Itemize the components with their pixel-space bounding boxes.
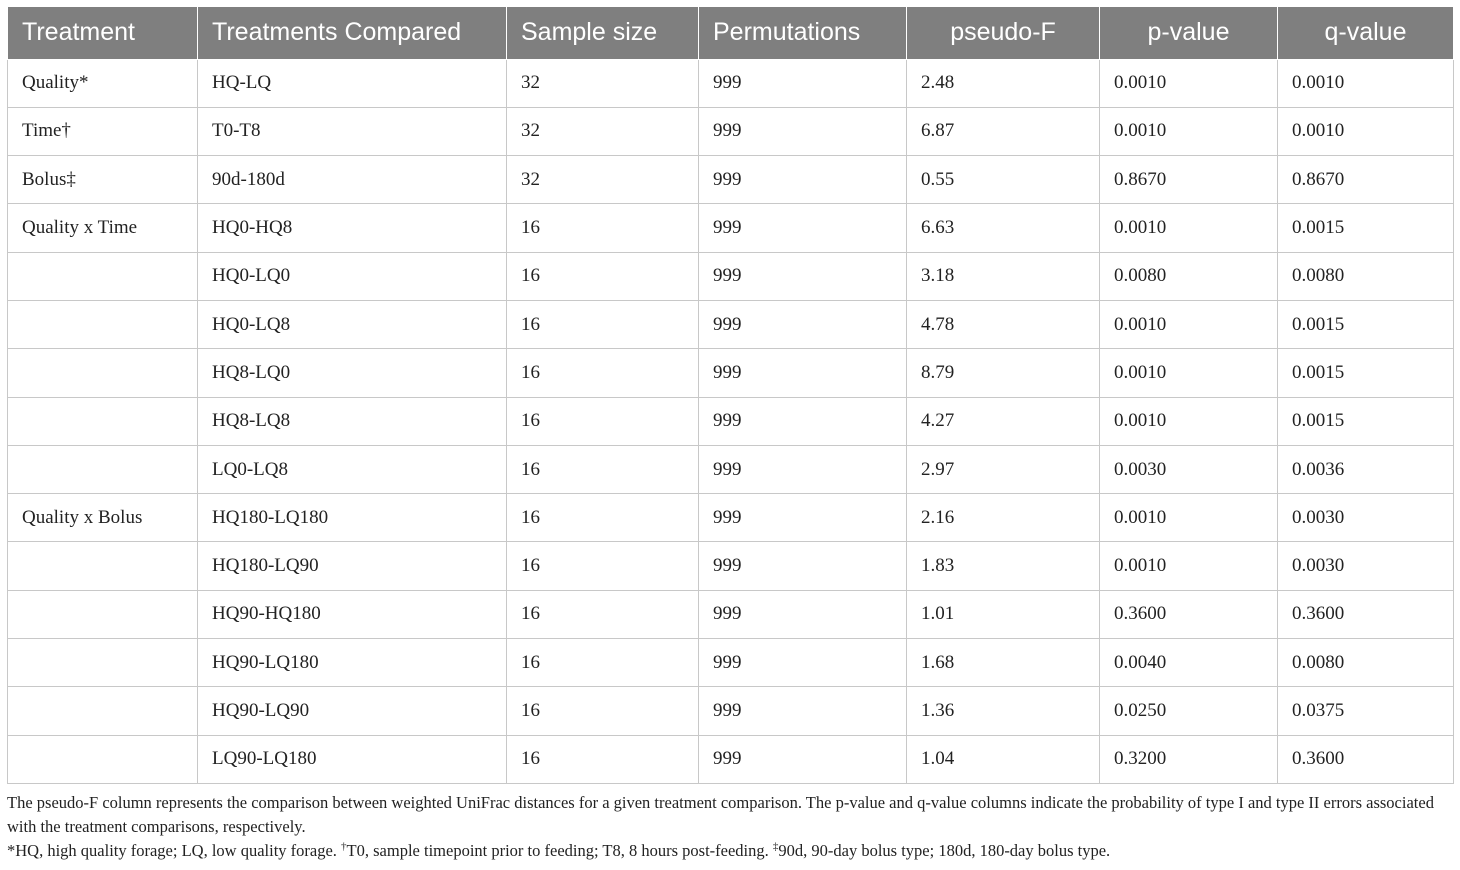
cell-p-value: 0.0030 xyxy=(1100,445,1278,493)
cell-p-value: 0.0010 xyxy=(1100,494,1278,542)
cell-treatments-compared: 90d-180d xyxy=(198,156,507,204)
cell-sample-size: 16 xyxy=(507,590,699,638)
header-sample-size: Sample size xyxy=(507,7,699,59)
table-row xyxy=(8,59,1454,107)
cell-sample-size: 16 xyxy=(507,494,699,542)
table-row xyxy=(8,300,1454,348)
cell-treatments-compared: HQ0-LQ0 xyxy=(198,252,507,300)
cell-sample-size: 16 xyxy=(507,349,699,397)
cell-pseudo-f: 2.16 xyxy=(907,494,1100,542)
table-row xyxy=(8,204,1454,252)
results-table xyxy=(7,7,1454,784)
cell-pseudo-f: 6.63 xyxy=(907,204,1100,252)
cell-treatment xyxy=(8,300,198,348)
cell-treatment xyxy=(8,542,198,590)
cell-sample-size: 16 xyxy=(507,397,699,445)
cell-sample-size: 16 xyxy=(507,542,699,590)
note-main: The pseudo-F column represents the comparison between weighted UniFrac distances for a given treatment comparison. The p-value and q-value columns indicate the probability of type I and type II errors associated with the treatment comparisons, respectively. xyxy=(7,792,1434,836)
cell-pseudo-f: 1.68 xyxy=(907,639,1100,687)
cell-q-value: 0.3600 xyxy=(1278,735,1454,783)
cell-pseudo-f: 2.97 xyxy=(907,445,1100,493)
cell-permutations: 999 xyxy=(699,445,907,493)
table-body xyxy=(8,59,1454,783)
table-row xyxy=(8,687,1454,735)
cell-treatments-compared: HQ8-LQ8 xyxy=(198,397,507,445)
cell-p-value: 0.0010 xyxy=(1100,542,1278,590)
cell-q-value: 0.0015 xyxy=(1278,300,1454,348)
cell-q-value: 0.0030 xyxy=(1278,542,1454,590)
cell-permutations: 999 xyxy=(699,59,907,107)
cell-treatment xyxy=(8,397,198,445)
cell-pseudo-f: 4.27 xyxy=(907,397,1100,445)
header-treatments-compared: Treatments Compared xyxy=(198,7,507,59)
cell-q-value: 0.0036 xyxy=(1278,445,1454,493)
footnote-star: *HQ, high quality forage; LQ, low quality forage. xyxy=(7,840,337,860)
cell-q-value: 0.0030 xyxy=(1278,494,1454,542)
cell-sample-size: 32 xyxy=(507,107,699,155)
table-row xyxy=(8,252,1454,300)
cell-treatment: Quality* xyxy=(8,59,198,107)
cell-pseudo-f: 1.83 xyxy=(907,542,1100,590)
footnote-double-dagger: 90d, 90-day bolus type; 180d, 180-day bolus type. xyxy=(778,840,1111,860)
cell-sample-size: 32 xyxy=(507,59,699,107)
table-row xyxy=(8,542,1454,590)
cell-treatments-compared: T0-T8 xyxy=(198,107,507,155)
cell-p-value: 0.0010 xyxy=(1100,349,1278,397)
cell-sample-size: 16 xyxy=(507,300,699,348)
cell-treatments-compared: HQ-LQ xyxy=(198,59,507,107)
table-row xyxy=(8,494,1454,542)
table-row xyxy=(8,639,1454,687)
dagger-mark: † xyxy=(341,840,347,853)
footnote-dagger: T0, sample timepoint prior to feeding; T8, 8 hours post-feeding. xyxy=(346,840,769,860)
cell-permutations: 999 xyxy=(699,687,907,735)
cell-permutations: 999 xyxy=(699,735,907,783)
cell-treatment xyxy=(8,349,198,397)
cell-treatment: Quality x Bolus xyxy=(8,494,198,542)
cell-pseudo-f: 1.04 xyxy=(907,735,1100,783)
cell-permutations: 999 xyxy=(699,204,907,252)
cell-permutations: 999 xyxy=(699,349,907,397)
cell-p-value: 0.3600 xyxy=(1100,590,1278,638)
double-dagger-mark: ‡ xyxy=(772,840,779,853)
cell-sample-size: 32 xyxy=(507,156,699,204)
cell-p-value: 0.0010 xyxy=(1100,107,1278,155)
cell-p-value: 0.0040 xyxy=(1100,639,1278,687)
cell-treatments-compared: HQ0-HQ8 xyxy=(198,204,507,252)
cell-q-value: 0.0015 xyxy=(1278,204,1454,252)
cell-sample-size: 16 xyxy=(507,687,699,735)
cell-q-value: 0.3600 xyxy=(1278,590,1454,638)
header-p-value: p-value xyxy=(1100,7,1278,59)
cell-sample-size: 16 xyxy=(507,252,699,300)
cell-sample-size: 16 xyxy=(507,639,699,687)
cell-treatments-compared: HQ8-LQ0 xyxy=(198,349,507,397)
cell-q-value: 0.0015 xyxy=(1278,349,1454,397)
cell-permutations: 999 xyxy=(699,397,907,445)
cell-p-value: 0.0250 xyxy=(1100,687,1278,735)
cell-treatment: Time† xyxy=(8,107,198,155)
cell-q-value: 0.0080 xyxy=(1278,639,1454,687)
cell-treatment xyxy=(8,639,198,687)
header-treatment: Treatment xyxy=(8,7,198,59)
cell-pseudo-f: 2.48 xyxy=(907,59,1100,107)
cell-sample-size: 16 xyxy=(507,735,699,783)
cell-treatment xyxy=(8,687,198,735)
cell-permutations: 999 xyxy=(699,252,907,300)
cell-pseudo-f: 4.78 xyxy=(907,300,1100,348)
cell-pseudo-f: 1.36 xyxy=(907,687,1100,735)
table-row xyxy=(8,735,1454,783)
cell-permutations: 999 xyxy=(699,542,907,590)
cell-treatments-compared: HQ90-LQ90 xyxy=(198,687,507,735)
cell-p-value: 0.0010 xyxy=(1100,300,1278,348)
note-abbreviations xyxy=(7,839,1453,863)
cell-treatments-compared: HQ90-HQ180 xyxy=(198,590,507,638)
cell-p-value: 0.0010 xyxy=(1100,59,1278,107)
table-row xyxy=(8,156,1454,204)
cell-permutations: 999 xyxy=(699,107,907,155)
cell-q-value: 0.8670 xyxy=(1278,156,1454,204)
cell-treatments-compared: HQ180-LQ90 xyxy=(198,542,507,590)
cell-treatment xyxy=(8,445,198,493)
cell-treatments-compared: HQ0-LQ8 xyxy=(198,300,507,348)
cell-p-value: 0.8670 xyxy=(1100,156,1278,204)
cell-p-value: 0.3200 xyxy=(1100,735,1278,783)
table-row xyxy=(8,445,1454,493)
cell-pseudo-f: 3.18 xyxy=(907,252,1100,300)
cell-q-value: 0.0080 xyxy=(1278,252,1454,300)
table-notes xyxy=(7,791,1453,863)
header-q-value: q-value xyxy=(1278,7,1454,59)
cell-treatments-compared: LQ0-LQ8 xyxy=(198,445,507,493)
cell-treatment xyxy=(8,252,198,300)
cell-treatments-compared: LQ90-LQ180 xyxy=(198,735,507,783)
cell-permutations: 999 xyxy=(699,639,907,687)
cell-permutations: 999 xyxy=(699,590,907,638)
cell-q-value: 0.0015 xyxy=(1278,397,1454,445)
cell-treatment: Quality x Time xyxy=(8,204,198,252)
cell-permutations: 999 xyxy=(699,494,907,542)
cell-treatment xyxy=(8,590,198,638)
cell-permutations: 999 xyxy=(699,300,907,348)
cell-pseudo-f: 8.79 xyxy=(907,349,1100,397)
cell-permutations: 999 xyxy=(699,156,907,204)
cell-p-value: 0.0010 xyxy=(1100,204,1278,252)
table-row xyxy=(8,397,1454,445)
cell-sample-size: 16 xyxy=(507,445,699,493)
header-pseudo-f: pseudo-F xyxy=(907,7,1100,59)
cell-pseudo-f: 1.01 xyxy=(907,590,1100,638)
cell-p-value: 0.0080 xyxy=(1100,252,1278,300)
header-permutations: Permutations xyxy=(699,7,907,59)
cell-treatments-compared: HQ180-LQ180 xyxy=(198,494,507,542)
cell-q-value: 0.0010 xyxy=(1278,59,1454,107)
table-row xyxy=(8,107,1454,155)
cell-q-value: 0.0375 xyxy=(1278,687,1454,735)
cell-treatment xyxy=(8,735,198,783)
cell-pseudo-f: 0.55 xyxy=(907,156,1100,204)
cell-q-value: 0.0010 xyxy=(1278,107,1454,155)
table-row xyxy=(8,349,1454,397)
cell-p-value: 0.0010 xyxy=(1100,397,1278,445)
cell-pseudo-f: 6.87 xyxy=(907,107,1100,155)
cell-treatments-compared: HQ90-LQ180 xyxy=(198,639,507,687)
table-row xyxy=(8,590,1454,638)
header-row xyxy=(8,7,1454,59)
cell-treatment: Bolus‡ xyxy=(8,156,198,204)
cell-sample-size: 16 xyxy=(507,204,699,252)
